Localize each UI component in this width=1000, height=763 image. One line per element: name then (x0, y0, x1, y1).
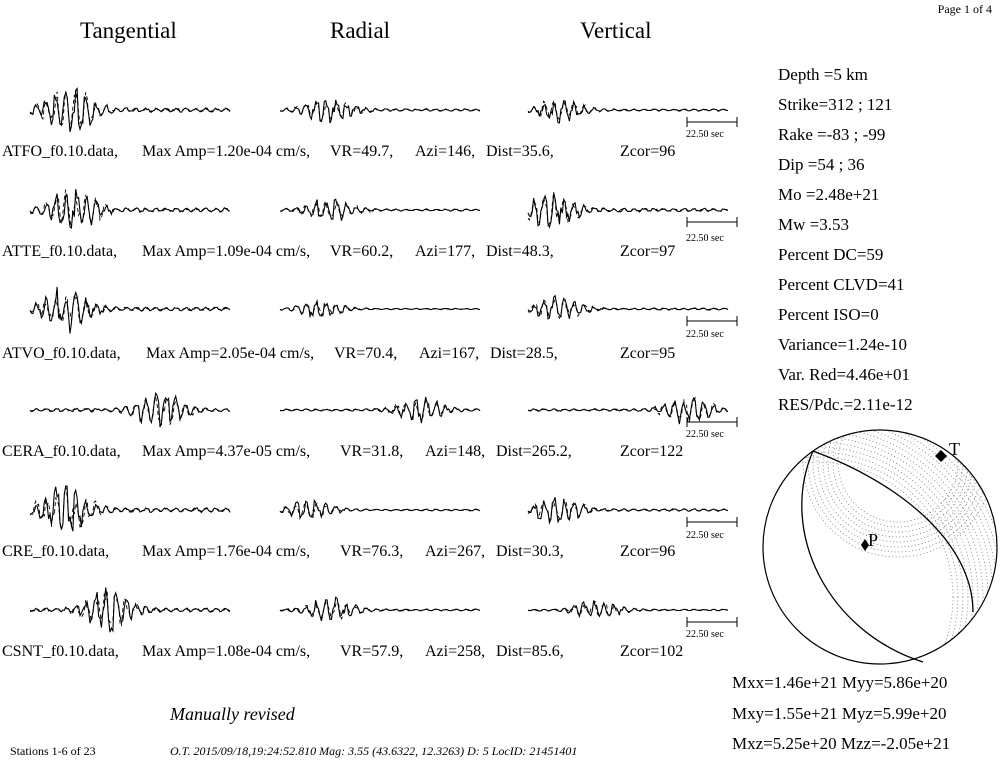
p-axis-label: P (868, 530, 879, 550)
compressional-hatch (758, 422, 1000, 672)
station-row (0, 472, 750, 572)
observed-waveform (30, 588, 230, 633)
station-name: ATFO_f0.10.data, (2, 143, 118, 160)
observed-waveform (528, 600, 728, 616)
compressional-hatch (758, 422, 1000, 672)
variance-reduction: VR=70.4, (334, 345, 398, 362)
param-dip: Dip =54 ; 36 (778, 155, 865, 174)
distance: Dist=85.6, (496, 643, 564, 660)
param-strike: Strike=312 ; 121 (778, 95, 893, 114)
param-res-pdc: RES/Pdc.=2.11e-12 (778, 395, 913, 414)
waveform-traces (0, 72, 750, 152)
param-rake: Rake =-83 ; -99 (778, 125, 886, 144)
synthetic-waveform (528, 101, 728, 119)
compressional-hatch (758, 447, 968, 672)
synthetic-waveform (528, 192, 728, 225)
waveform-traces (0, 472, 750, 552)
moment-tensor-row-2: Mxy=1.55e+21 Myz=5.99e+20 (732, 704, 947, 723)
compressional-hatch (758, 422, 1000, 672)
param-percent-dc: Percent DC=59 (778, 245, 884, 264)
stations-range: Stations 1-6 of 23 (10, 744, 96, 758)
moment-tensor-row-1: Mxx=1.46e+21 Myy=5.86e+20 (732, 673, 948, 692)
param-percent-iso: Percent ISO=0 (778, 305, 879, 324)
azimuth: Azi=146, (415, 143, 476, 160)
max-amplitude: Max Amp=1.76e-04 cm/s, (142, 543, 311, 560)
max-amplitude: Max Amp=1.08e-04 cm/s, (142, 643, 311, 660)
component-title-vertical: Vertical (580, 18, 652, 43)
observed-waveform (30, 189, 230, 228)
compressional-hatch (758, 422, 1000, 672)
compressional-quadrants (758, 422, 1000, 672)
compressional-hatch (758, 437, 978, 672)
synthetic-waveform (30, 590, 230, 626)
station-row (0, 572, 750, 672)
nodal-plane-1 (802, 451, 923, 662)
max-amplitude: Max Amp=1.20e-04 cm/s, (142, 143, 311, 160)
station-row (0, 372, 750, 472)
compressional-hatch (758, 422, 1000, 672)
component-title-tangential: Tangential (80, 18, 177, 43)
variance-reduction: VR=57.9, (340, 643, 404, 660)
observed-waveform (528, 101, 728, 123)
station-name: CSNT_f0.10.data, (2, 643, 119, 660)
variance-reduction: VR=31.8, (340, 443, 404, 460)
origin-info: O.T. 2015/09/18,19:24:52.810 Mag: 3.55 (43.6322, 12.3263) D: 5 LocID: 21451401 (170, 744, 578, 758)
distance: Dist=35.6, (486, 143, 554, 160)
zcor: Zcor=96 (620, 543, 676, 560)
zcor: Zcor=95 (620, 345, 676, 362)
zcor: Zcor=122 (620, 443, 684, 460)
station-name: ATVO_f0.10.data, (2, 345, 121, 362)
time-scale-label: 22.50 sec (686, 329, 724, 340)
compressional-hatch (833, 422, 963, 527)
time-scale-bar (687, 316, 737, 326)
param-depth: Depth =5 km (778, 65, 868, 84)
waveform-traces (0, 572, 750, 652)
compressional-hatch (758, 422, 1000, 672)
manually-revised-note: Manually revised (170, 704, 295, 724)
observed-waveform (528, 296, 728, 319)
azimuth: Azi=177, (415, 243, 476, 260)
beachball-outline (763, 430, 997, 664)
synthetic-waveform (30, 294, 230, 322)
observed-waveform (280, 301, 480, 316)
station-row (0, 271, 750, 371)
station-name: CERA_f0.10.data, (2, 443, 121, 460)
station-name: ATTE_f0.10.data, (2, 243, 118, 260)
distance: Dist=28.5, (490, 345, 558, 362)
distance: Dist=265.2, (496, 443, 572, 460)
observed-waveform (280, 199, 480, 220)
param-var-red: Var. Red=4.46e+01 (778, 365, 911, 384)
synthetic-waveform (30, 487, 230, 530)
moment-tensor-row-3: Mxz=5.25e+20 Mzz=-2.05e+21 (732, 734, 951, 753)
time-scale-bar (687, 217, 737, 227)
compressional-hatch (758, 442, 973, 672)
azimuth: Azi=267, (425, 543, 486, 560)
synthetic-waveform (528, 398, 728, 423)
compressional-hatch (758, 422, 1000, 672)
observed-waveform (280, 597, 480, 621)
zcor: Zcor=102 (620, 643, 684, 660)
variance-reduction: VR=76.3, (340, 543, 404, 560)
observed-waveform (30, 393, 230, 427)
compressional-hatch (758, 422, 1000, 672)
azimuth: Azi=258, (425, 643, 486, 660)
max-amplitude: Max Amp=1.09e-04 cm/s, (142, 243, 311, 260)
compressional-hatch (758, 422, 1000, 672)
azimuth: Azi=167, (419, 345, 480, 362)
synthetic-waveform (528, 601, 728, 616)
zcor: Zcor=97 (620, 243, 676, 260)
time-scale-bar (687, 617, 737, 627)
time-scale-label: 22.50 sec (686, 129, 724, 140)
synthetic-waveform (280, 202, 480, 217)
param-variance: Variance=1.24e-10 (778, 335, 908, 354)
time-scale-label: 22.50 sec (686, 530, 724, 541)
time-scale-bar (687, 417, 737, 427)
nodal-plane-2 (813, 451, 973, 612)
waveform-traces (0, 271, 750, 351)
station-row (0, 172, 750, 272)
station-name: CRE_f0.10.data, (2, 543, 110, 560)
zcor: Zcor=96 (620, 143, 676, 160)
compressional-hatch (758, 462, 953, 672)
time-scale-label: 22.50 sec (686, 629, 724, 640)
max-amplitude: Max Amp=4.37e-05 cm/s, (142, 443, 311, 460)
time-scale-label: 22.50 sec (686, 429, 724, 440)
distance: Dist=30.3, (496, 543, 564, 560)
compressional-hatch (758, 422, 1000, 672)
compressional-hatch (758, 452, 963, 672)
param-mo: Mo =2.48e+21 (778, 185, 880, 204)
t-axis-label: T (949, 439, 960, 459)
compressional-hatch (828, 422, 968, 532)
component-title-radial: Radial (330, 18, 391, 43)
time-scale-bar (687, 517, 737, 527)
variance-reduction: VR=60.2, (330, 243, 394, 260)
compressional-hatch (758, 457, 958, 672)
focal-mechanism-beachball (758, 422, 1000, 672)
azimuth: Azi=148, (425, 443, 486, 460)
waveform-traces (0, 172, 750, 252)
waveform-traces (0, 372, 750, 452)
param-percent-clvd: Percent CLVD=41 (778, 275, 905, 294)
variance-reduction: VR=49.7, (330, 143, 394, 160)
station-row (0, 72, 750, 172)
time-scale-label: 22.50 sec (686, 233, 724, 244)
compressional-hatch (758, 422, 1000, 672)
compressional-hatch (803, 422, 993, 557)
param-mw: Mw =3.53 (778, 215, 849, 234)
distance: Dist=48.3, (486, 243, 554, 260)
page-label: Page 1 of 4 (937, 2, 992, 16)
time-scale-bar (687, 117, 737, 127)
t-axis-marker (935, 450, 947, 462)
max-amplitude: Max Amp=2.05e-04 cm/s, (146, 345, 315, 362)
observed-waveform (30, 89, 230, 132)
